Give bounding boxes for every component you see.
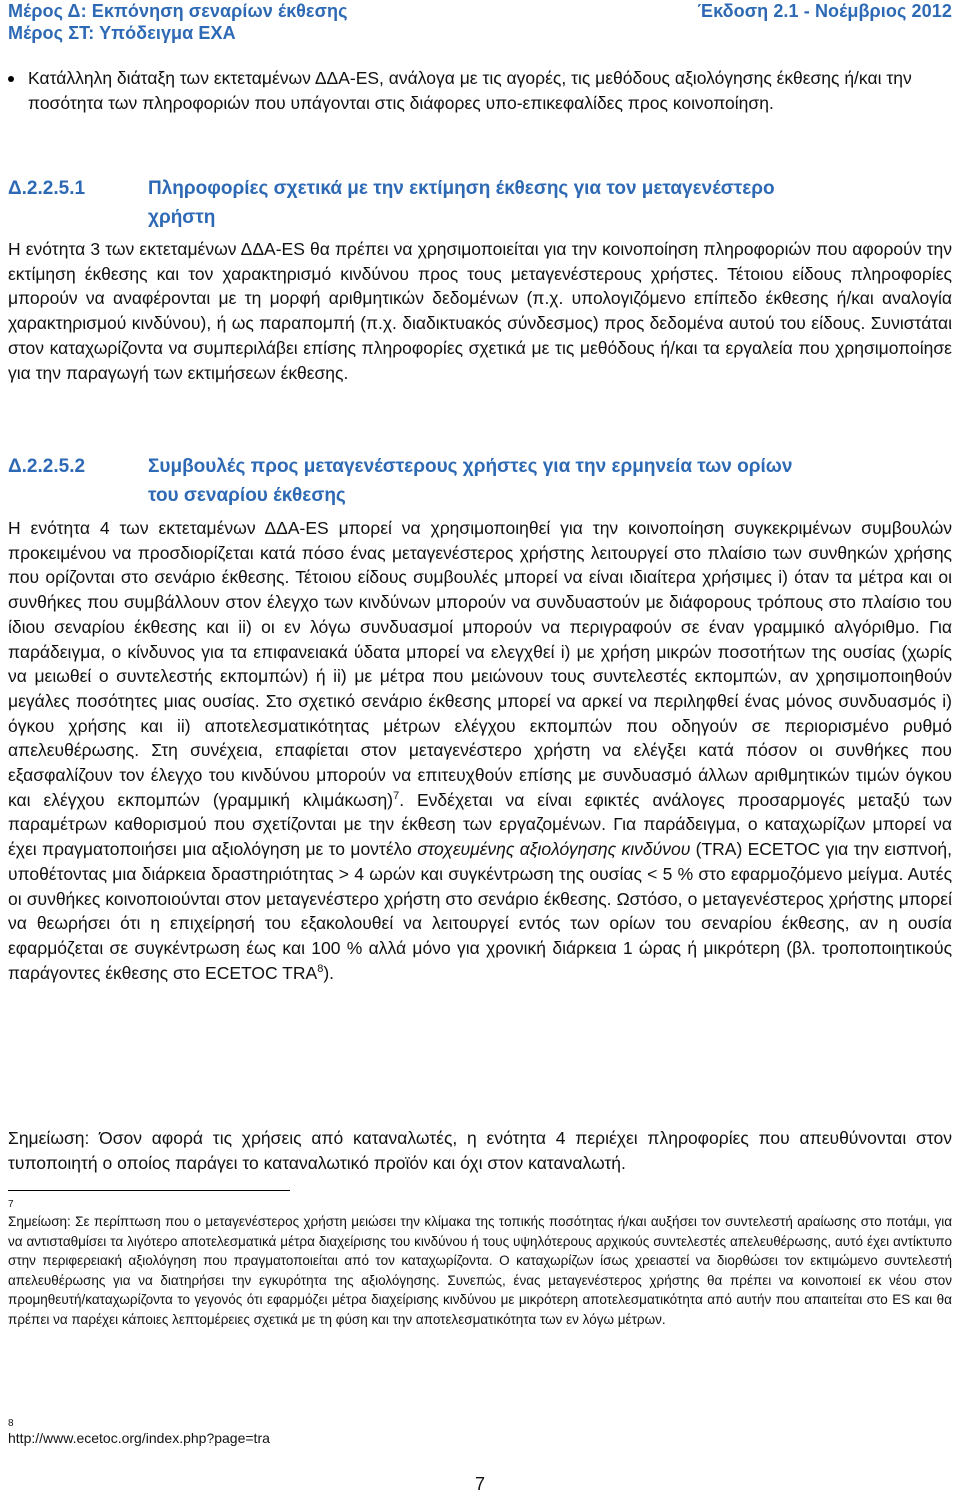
paragraph-part3: (TRA) ECETOC για την εισπνοή, υποθέτοντας μια διάρκεια δραστηριότητας > 4 ωρών και συγκέντρωση της ουσίας < 5 % στο εφαρμοζόμενο μείγμα. Αυτές οι συνθήκες κοινοποιούνται στον μεταγενέστερο χρήστη στο σενάριο έκθεσης. Ωστόσο, ο μεταγενέστερος χρήστης μπορεί να θεωρήσει ότι η επιχείρησή του εξακολουθεί να λειτουργεί εντός των ορίων του σεναρίου έκθεσης, αν η ουσία εφαρμόζεται σε συγκέντρωση έως και 100 % αλλά μόνο για χρονική διάρκεια 1 ώρας ή μικρότερη (βλ. τροποποιητικούς παράγοντες έκθεσης στο ECETOC TRA <box>8 839 952 983</box>
consumer-note <box>8 1126 952 1175</box>
footnote-divider <box>8 1190 290 1191</box>
bullet-icon <box>8 76 14 82</box>
section-title-line2: χρήστη <box>148 207 216 228</box>
section-heading-2 <box>8 452 948 510</box>
note-paragraph: Σημείωση: Όσον αφορά τις χρήσεις από καταναλωτές, η ενότητα 4 περιέχει πληροφορίες που απευθύνονται στον τυποποιητή ο οποίος παράγει το καταναλωτικό προϊόν και όχι στον καταναλωτή. <box>8 1128 952 1173</box>
section-number: Δ.2.2.5.1 <box>8 178 86 199</box>
footnote-ref-7[interactable]: 7 <box>393 789 400 802</box>
paragraph-part4: ). <box>323 962 335 983</box>
bullet-list <box>8 66 948 116</box>
list-item <box>8 66 948 116</box>
section-number: Δ.2.2.5.2 <box>8 456 86 477</box>
section-heading-1 <box>8 174 948 232</box>
paragraph: Η ενότητα 3 των εκτεταμένων ΔΔΑ-ES θα πρέπει να χρησιμοποιείται για την κοινοποίηση πληροφοριών που αφορούν την εκτίμηση έκθεσης και τον χαρακτηρισμό κινδύνου προς τους μεταγενέστερους χρήστες. Τέτοιου είδους πληροφορίες μπορούν να αναφέρονται με τη μορφή αριθμητικών δεδομένων (π.χ. υπολογιζόμενο επίπεδο έκθεσης ή/και αναλογία χαρακτηρισμού κινδύνου), ή ως παραπομπή (π.χ. διαδικτυακός σύνδεσμος) προς δεδομένα αυτού του είδους. Συνιστάται στον καταχωρίζοντα να συμπεριλάβει επίσης πληροφορίες σχετικά με τις μεθόδους ή/και τα εργαλεία που χρησιμοποίησε για την παραγωγή των εκτιμήσεων έκθεσης. <box>8 239 952 383</box>
footnote-8-link[interactable]: http://www.ecetoc.org/index.php?page=tra <box>8 1430 270 1446</box>
footnote-ref-8[interactable]: 8 <box>317 962 324 975</box>
footnote-7-text: Σημείωση: Σε περίπτωση που ο μεταγενέστερος χρήστη μειώσει την κλίμακα της τοπικής ποσότητας ή/και αυξήσει τον συντελεστή αραίωσης στο ποτάμι, για να αντισταθμίσει τα λιγότερο αποτελεσματικά μέτρα διαχείρισης του κινδύνου ή τους υψηλότερους αρχικούς συντελεστές απελευθέρωσης, αυτό έχει αντίκτυπο στην περιφερειακή αξιολόγηση που πραγματοποιείται από τον καταχωρίζοντα. Ο καταχωρίζων ίσως χρειαστεί να διορθώσει τον εκτιμώμενο συντελεστή απελευθέρωσης για να διατηρήσει την εγκυρότητα της αξιολόγησης. Συνεπώς, ένας μεταγενέστερος χρήστης θα πρέπει να κοινοποιεί εκ νέου στον προμηθευτή/καταχωρίζοντα το γεγονός ότι εφαρμόζει μέτρα διαχείρισης κινδύνου με μικρότερη αποτελεσματικότητα από αυτήν που απαιτείται στο ES και θα πρέπει να παρέχει κάποιες λεπτομέρειες σχετικά με τη φύση και την αποτελεσματικότητα των εν λόγω μέτρων. <box>8 1214 952 1327</box>
italic-term: στοχευμένης αξιολόγησης κινδύνου <box>417 839 691 860</box>
page-number: 7 <box>474 1474 485 1494</box>
section-title-line1: Συμβουλές προς μεταγενέστερους χρήστες για την ερμηνεία των ορίων <box>148 456 793 477</box>
header-part-st: Μέρος ΣΤ: Υπόδειγμα ΕΧΑ <box>8 23 236 43</box>
paragraph-part1: Η ενότητα 4 των εκτεταμένων ΔΔΑ-ES μπορεί να χρησιμοποιηθεί για την κοινοποίηση συγκεκριμένων συμβουλών προκειμένου να προσδιορίζεται κατά πόσο ένας μεταγενέστερος χρήστης λειτουργεί στο πλαίσιο των συνθηκών χρήσης που ορίζονται στο σενάριο έκθεσης. Τέτοιου είδους συμβουλές μπορεί να είναι ιδιαίτερα χρήσιμες i) όταν τα μέτρα και οι συνθήκες που συμβάλλουν στον έλεγχο των κινδύνων μπορούν να συνδυαστούν με διάφορους τρόπους στο πλαίσιο του ίδιου σεναρίου έκθεσης και ii) οι εν λόγω συνδυασμοί μπορούν να περιγραφούν σε έναν γραμμικό αλγόριθμο. Για παράδειγμα, ο κίνδυνος για τα επιφανειακά ύδατα μπορεί να ελεγχθεί i) με χρήση μικρών ποσοτήτων της ουσίας (χωρίς να μειωθεί ο συντελεστής εκπομπών) ή ii) με μέτρα που μειώνουν τους συντελεστές εκπομπών, αν χρησιμοποιηθούν μεγάλες ποσότητες μιας ουσίας. Στο σχετικό σενάριο έκθεσης μπορεί να αρκεί να περιληφθεί ένας μόνος συνδυασμός i) όγκου χρήσης και ii) αποτελεσματικότητας μέτρων ελέγχου εκπομπών που οδηγούν σε περιορισμένο ρυθμό απελευθέρωσης. Στη συνέχεια, επαφίεται στον μεταγενέστερο χρήστη να ελέγξει κατά πόσον οι συνθήκες που εξασφαλίζουν τον έλεγχο του κινδύνου μπορούν να επιτευχθούν επίσης με συνδυασμό άλλων αριθμητικών τιμών όγκου και ελέγχου εκπομπών (γραμμική κλιμάκωση) <box>8 518 952 810</box>
footnote-7 <box>8 1212 952 1329</box>
page-header <box>8 0 952 52</box>
paragraph-part2: . Ενδέχεται να είναι εφικτές ανάλογες προσαρμογές μεταξύ των παραμέτρων καθορισμού που σχετίζονται με την έκθεση των εργαζομένων. Για παράδειγμα, ο καταχωρίζων μπορεί να έχει πραγματοποιήσει μια αξιολόγηση με το μοντέλο <box>8 789 952 860</box>
paragraph <box>8 516 952 985</box>
section1-body <box>8 237 952 385</box>
header-version: Έκδοση 2.1 - Νοέμβριος 2012 <box>697 1 952 21</box>
bullet-text: Κατάλληλη διάταξη των εκτεταμένων ΔΔΑ-ES, ανάλογα με τις αγορές, τις μεθόδους αξιολόγησης έκθεσης ή/και την ποσότητα των πληροφοριών που υπάγονται στις διάφορες υπο-επικεφαλίδες προς κοινοποίηση. <box>28 68 912 113</box>
section-title-line2: του σεναρίου έκθεσης <box>148 485 346 506</box>
section2-body <box>8 516 952 985</box>
footnote-7-mark: 7 <box>8 1199 14 1210</box>
header-part-d: Μέρος Δ: Εκπόνηση σεναρίων έκθεσης <box>8 1 348 21</box>
footnote-8-mark: 8 <box>8 1418 14 1429</box>
section-title-line1: Πληροφορίες σχετικά με την εκτίμηση έκθεσης για τον μεταγενέστερο <box>148 178 775 199</box>
